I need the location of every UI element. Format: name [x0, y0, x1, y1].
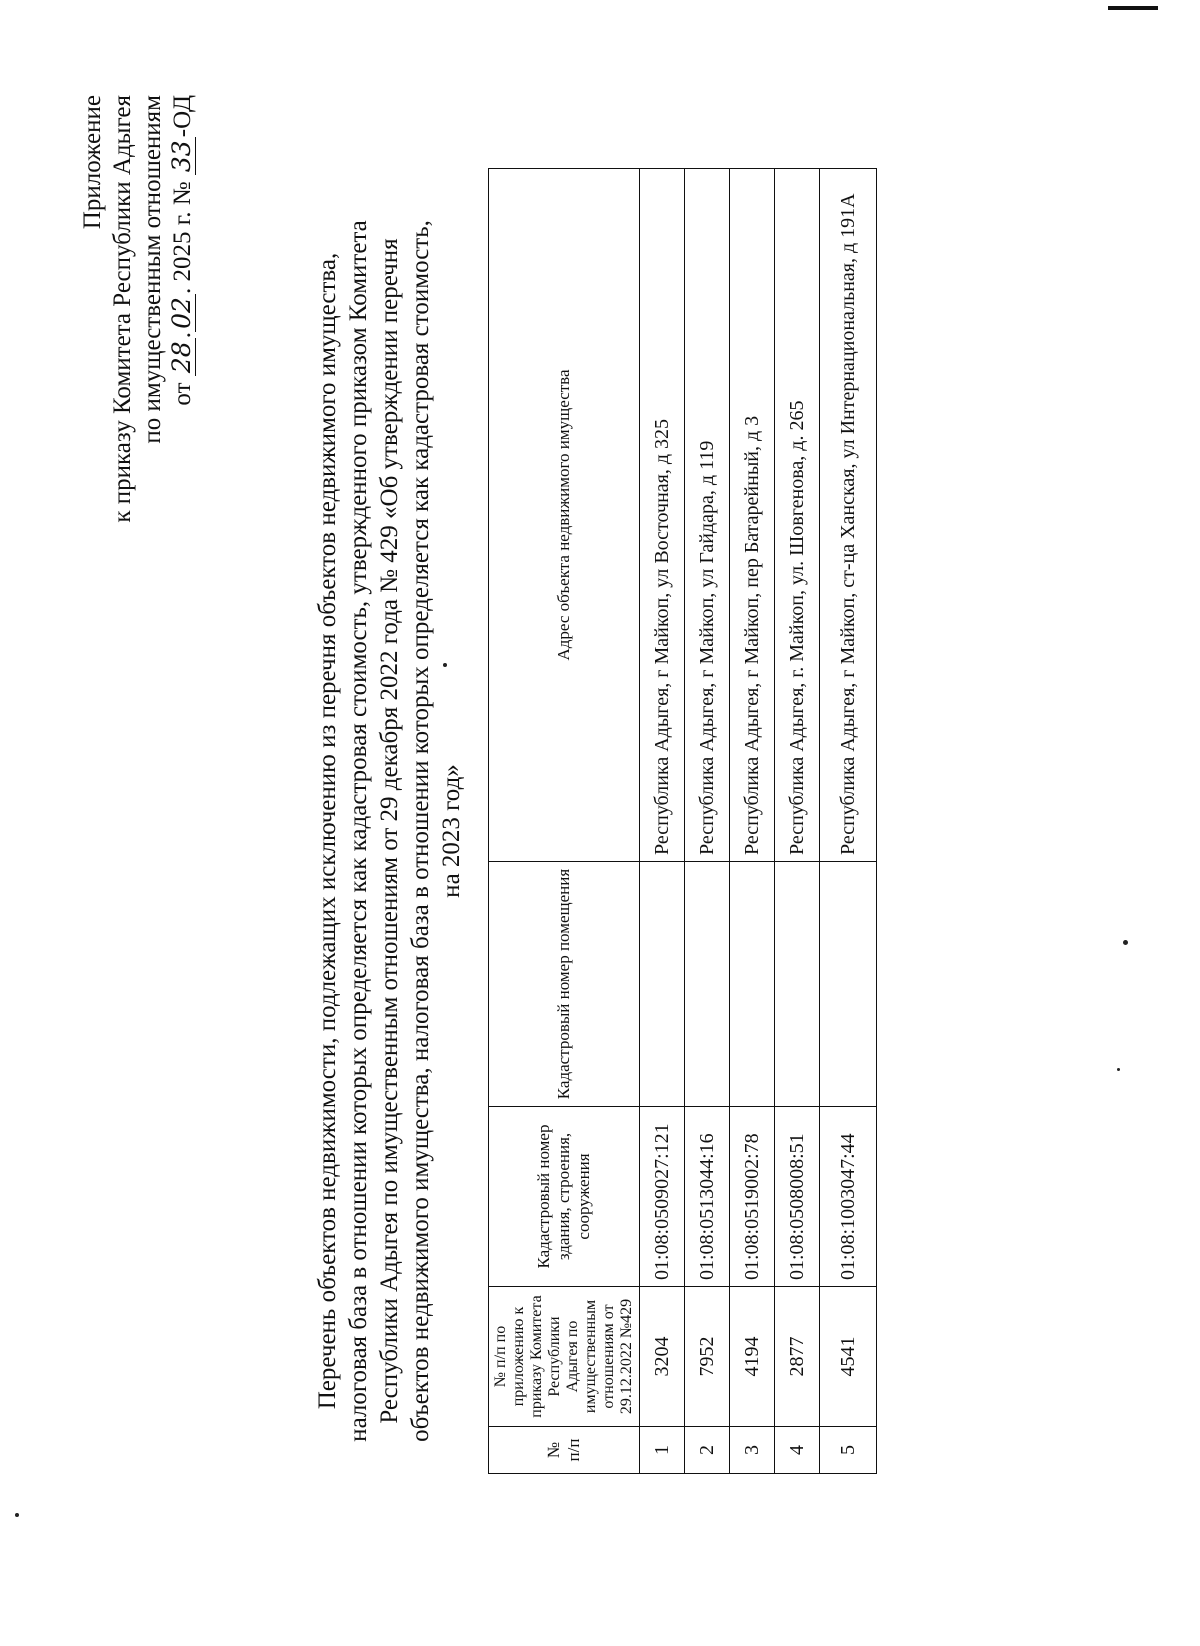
- table-row: [640, 169, 685, 1474]
- table-header-row: [489, 169, 640, 1474]
- table-row: [730, 169, 775, 1474]
- handwritten-day: 28: [169, 338, 196, 376]
- cell-index: 3: [730, 1427, 775, 1474]
- cell-room: [820, 862, 877, 1107]
- cell-building: 01:08:0519002:78: [730, 1107, 775, 1287]
- cell-index: 1: [640, 1427, 685, 1474]
- handwritten-month: 02: [169, 294, 196, 332]
- cell-index: 2: [685, 1427, 730, 1474]
- cell-address: Республика Адыгея, г Майкоп, пер Батарейный, д 3: [730, 169, 775, 862]
- date-prefix: от: [169, 382, 196, 406]
- cell-room: [730, 862, 775, 1107]
- objects-table: [488, 168, 877, 1474]
- appendix-label: Приложение: [79, 95, 106, 230]
- cell-address: Республика Адыгея, г Майкоп, ст-ца Ханская, ул Интернациональная, д 191А: [820, 169, 877, 862]
- header-address: Адрес объекта недвижимого имущества: [489, 169, 640, 862]
- appendix-committee: по имущественным отношениям: [139, 95, 166, 444]
- cell-room: [640, 862, 685, 1107]
- cell-building: 01:08:0513044:16: [685, 1107, 730, 1287]
- header-building-cadastral: Кадастровый номер здания, строения, сооружения: [489, 1107, 640, 1287]
- cell-ref: 4541: [820, 1287, 877, 1427]
- cell-building: 01:08:1003047:44: [820, 1107, 877, 1287]
- header-room-cadastral: Кадастровый номер помещения: [489, 862, 640, 1107]
- cell-ref: 4194: [730, 1287, 775, 1427]
- cell-ref: 3204: [640, 1287, 685, 1427]
- cell-building: 01:08:0508008:51: [775, 1107, 820, 1287]
- cell-address: Республика Адыгея, г Майкоп, ул Гайдара, д 119: [685, 169, 730, 862]
- document-title: Перечень объектов недвижимости, подлежащих исключению из перечня объектов недвижимого имущества, налоговая база в отношении которых определяется как кадастровая стоимость, утвержденного приказом Комитета Республики Адыгея по имущественным отношениям от 29 декабря 2022 года № 429 «Об утверждении перечня объектов недвижимого имущества, налоговая база в отношении которых определяется как кадастровая стоимость, на 2023 год»: [314, 220, 465, 1442]
- cell-index: 4: [775, 1427, 820, 1474]
- cell-ref: 2877: [775, 1287, 820, 1427]
- appendix-header: [78, 95, 198, 523]
- date-year-number: 2025 г. №: [169, 181, 196, 282]
- table-row: [820, 169, 877, 1474]
- appendix-order-ref: к приказу Комитета Республики Адыгея: [109, 95, 136, 523]
- cell-room: [775, 862, 820, 1107]
- cell-building: 01:08:0509027:121: [640, 1107, 685, 1287]
- header-ref-number: № п/п по приложению к приказу Комитета Республики Адыгея по имущественным отношениям от 29.12.2022 №429: [489, 1287, 640, 1427]
- cell-address: Республика Адыгея, г. Майкоп, ул. Шовгенова, д. 265: [775, 169, 820, 862]
- cell-room: [685, 862, 730, 1107]
- cell-ref: 7952: [685, 1287, 730, 1427]
- header-index: № п/п: [489, 1427, 640, 1474]
- table-row: [685, 169, 730, 1474]
- cell-address: Республика Адыгея, г Майкоп, ул Восточная, д 325: [640, 169, 685, 862]
- table-row: [775, 169, 820, 1474]
- appendix-date-line: от 28.02. 2025 г. № 33-ОД: [167, 95, 196, 406]
- handwritten-order-number: 33: [169, 137, 196, 175]
- order-suffix: -ОД: [169, 95, 196, 138]
- cell-index: 5: [820, 1427, 877, 1474]
